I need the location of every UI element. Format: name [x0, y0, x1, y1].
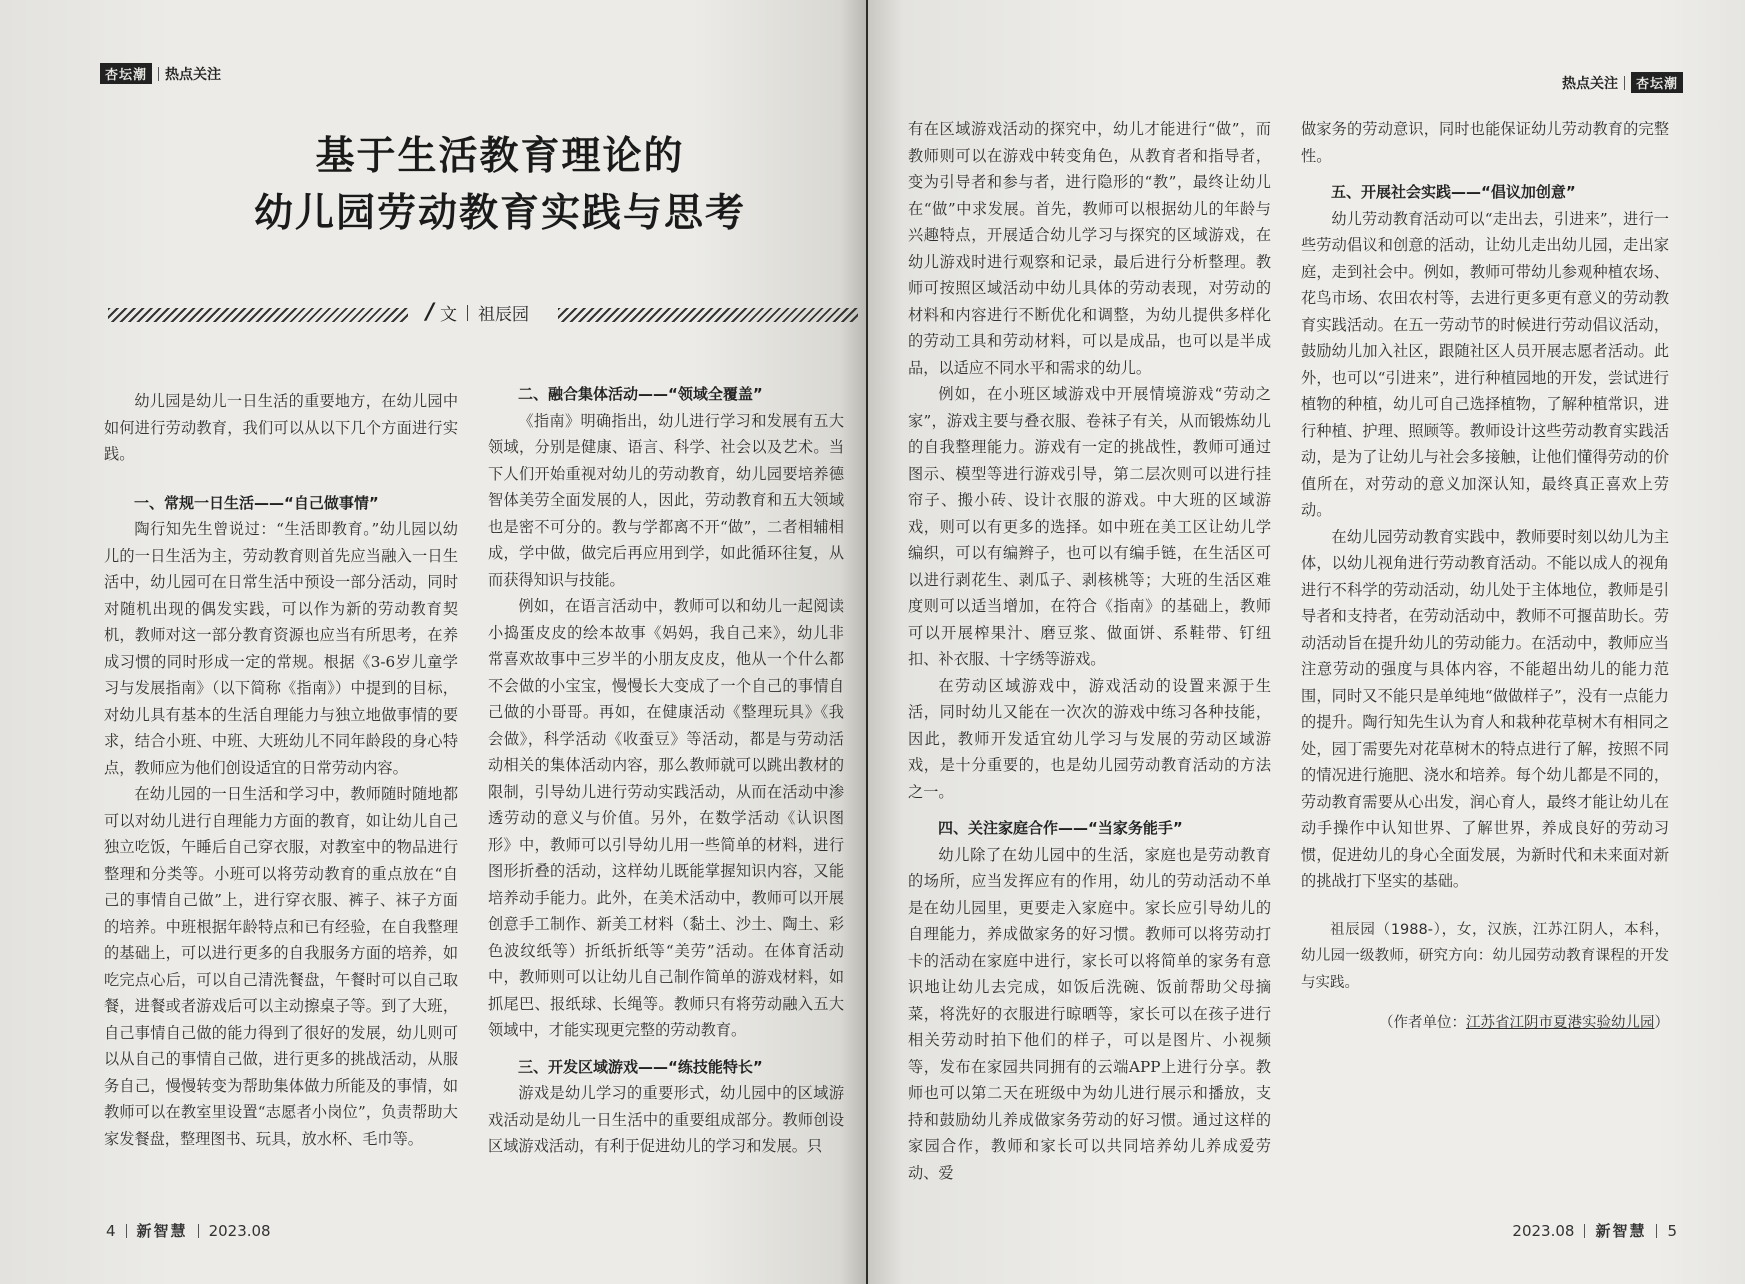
- slash-mark: /: [426, 300, 435, 325]
- section-label: 热点关注: [1561, 75, 1618, 92]
- section-heading-2: 二、融合集体活动——“领域全覆盖”: [518, 385, 763, 403]
- column-logo: 杏坛潮: [1631, 72, 1683, 93]
- article-title-line-2: 幼儿园劳动教育实践与思考: [253, 191, 746, 236]
- decorative-hatch-left: [108, 308, 408, 322]
- paragraph: 陶行知先生曾说过：“生活即教育。”幼儿园以幼儿的一日生活为主，劳动教育则首先应当融入一日生活中，幼儿园可在日常生活中预设一部分活动，同时对随机出现的偶发实践，可以作为新的劳动教育契机，教师对这一部分教育资源也应当有所思考，在养成习惯的同时形成一定的常规。根据《3-6岁儿童学习与发展指南》（以下简称《指南》）中提到的目标，对幼儿具有基本的生活自理能力与独立地做事情的要求，结合小班、中班、大班幼儿不同年龄段的身心特点，教师应为他们创设适宜的日常劳动内容。: [104, 520, 458, 777]
- affiliation-name: 江苏省江阴市夏港实验幼儿园: [1466, 1015, 1655, 1031]
- paragraph: 在幼儿园劳动教育实践中，教师要时刻以幼儿为主体，以幼儿视角进行劳动教育活动。不能以成人的视角进行不科学的劳动活动，幼儿处于主体地位，教师是引导者和支持者，在劳动活动中，教师不可揠苗助长。劳动活动旨在提升幼儿的劳动能力。在活动中，教师应当注意劳动的强度与具体内容，不能超出幼儿的能力范围，同时又不能只是单纯地“做做样子”，没有一点能力的提升。陶行知先生认为育人和栽种花草树木有相同之处，园丁需要先对花草树木的特点进行了解，按照不同的情况进行施肥、浇水和培养。每个幼儿都是不同的，劳动教育需要从心出发，润心育人，最终才能让幼儿在动手操作中认知世界、了解世界，养成良好的劳动习惯，促进幼儿的身心全面发展，为新时代和未来面对新的挑战打下坚实的基础。: [1301, 527, 1669, 890]
- issue-date: 2023.08: [208, 1221, 271, 1240]
- paragraph: 幼儿除了在幼儿园中的生活，家庭也是劳动教育的场所，应当发挥应有的作用，幼儿的劳动活动不单是在幼儿园里，更要走入家庭中。家长应引导幼儿的自理能力，养成做家务的好习惯。教师可以将劳动打卡的活动在家庭中进行，家长可以将简单的家务有意识地让幼儿去完成，如饭后洗碗、饭前帮助父母摘菜，将洗好的衣服进行晾晒等，家长可以在孩子进行相关劳动时拍下他们的样子，可以是图片、小视频等，发布在家园共同拥有的云端APP上进行分享。教师也可以第二天在班级中为幼儿进行展示和播放，支持和鼓励幼儿养成做家务劳动的好习惯。通过这样的家园合作，教师和家长可以共同培养幼儿养成爱劳动、爱: [908, 845, 1271, 1182]
- section-label: 热点关注: [165, 66, 222, 83]
- issue-date: 2023.08: [1512, 1221, 1575, 1240]
- paragraph: 幼儿劳动教育活动可以“走出去，引进来”，进行一些劳动倡议和创意的活动，让幼儿走出幼儿园，走出家庭，走到社会中。例如，教师可带幼儿参观种植农场、花鸟市场、农田农村等，去进行更多更有意义的劳动教育实践活动。在五一劳动节的时候进行劳动倡议活动，鼓励幼儿加入社区，跟随社区人员开展志愿者活动。此外，也可以“引进来”，进行种植园地的开发，尝试进行植物的种植，幼儿可自己选择植物，了解种植常识，进行种植、护理、照顾等。教师设计这些劳动教育实践活动，是为了让幼儿与社会多接触，让他们懂得劳动的价值所在，对劳动的意义加深认知，最终真正喜欢上劳动。: [1301, 209, 1669, 519]
- right-page-folio: [1512, 1220, 1677, 1241]
- magazine-name: 新智慧: [1595, 1222, 1647, 1240]
- magazine-name: 新智慧: [136, 1222, 188, 1240]
- text-column-3: [908, 116, 1271, 1186]
- byline: [108, 298, 858, 330]
- page-number: 4: [106, 1221, 116, 1240]
- paragraph: 例如，在语言活动中，教师可以和幼儿一起阅读小捣蛋皮皮的绘本故事《妈妈，我自己来》，幼儿非常喜欢故事中三岁半的小朋友皮皮，他从一个什么都不会做的小宝宝，慢慢长大变成了一个自己的事情自己做的小哥哥。再如，在健康活动《整理玩具》《我会做》，科学活动《收蚕豆》等活动，都是与劳动活动相关的集体活动内容，那么教师就可以跳出教材的限制，引导幼儿进行劳动实践活动，从而在活动中渗透劳动的意义与价值。另外，在数学活动《认识图形》中，教师可以引导幼儿用一些简单的材料，进行图形折叠的活动，这样幼儿既能掌握知识内容，又能培养动手能力。此外，在美术活动中，教师可以开展创意手工制作、新美工材料（黏土、沙土、陶土、彩色波纹纸等）折纸折纸等“美劳”活动。在体育活动中，教师则可以让幼儿自己制作简单的游戏材料，如抓尾巴、报纸球、长绳等。教师只有将劳动融入五大领域中，才能实现更完整的劳动教育。: [488, 597, 844, 1039]
- article-title-line-1: 基于生活教育理论的: [315, 134, 685, 179]
- byline-divider: [467, 305, 468, 321]
- page-number: 5: [1667, 1221, 1677, 1240]
- section-heading-3: 三、开发区域游戏——“练技能特长”: [518, 1057, 763, 1076]
- paragraph: 《指南》明确指出，幼儿进行学习和发展有五大领域，分别是健康、语言、科学、社会以及艺术。当下人们开始重视对幼儿的劳动教育，幼儿园要培养德智体美劳全面发展的人，因此，劳动教育和五大领域也是密不可分的。教与学都离不开“做”，二者相辅相成，学中做，做完后再应用到学，如此循环往复，从而获得知识与技能。: [488, 411, 844, 589]
- paragraph: 有在区域游戏活动的探究中，幼儿才能进行“做”，而教师则可以在游戏中转变角色，从教育者和指导者，变为引导者和参与者，进行隐形的“教”，最终让幼儿在“做”中求发展。首先，教师可以根据幼儿的年龄与兴趣特点，开展适合幼儿学习与探究的区域游戏，在幼儿游戏时进行观察和记录，最后进行分析整理。教师可按照区域活动中幼儿具体的劳动表现，对劳动的材料和内容进行不断优化和调整，为幼儿提供多样化的劳动工具和劳动材料，可以是成品，也可以是半成品，以适应不同水平和需求的幼儿。: [908, 120, 1271, 377]
- decorative-hatch-right: [558, 308, 858, 322]
- text-column-2: [488, 381, 844, 1160]
- intro-paragraph: 幼儿园是幼儿一日生活的重要地方，在幼儿园中如何进行劳动教育，我们可以从以下几个方面进行实践。: [104, 392, 458, 463]
- affiliation-prefix: （作者单位：: [1379, 1015, 1466, 1031]
- text-column-1: [104, 388, 458, 1152]
- paragraph: 游戏是幼儿学习的重要形式，幼儿园中的区域游戏活动是幼儿一日生活中的重要组成部分。教师创设区域游戏活动，有利于促进幼儿的学习和发展。只: [488, 1084, 844, 1155]
- paragraph: 做家务的劳动意识，同时也能保证幼儿劳动教育的完整性。: [1301, 120, 1669, 165]
- section-heading-5: 五、开展社会实践——“倡议加创意”: [1331, 183, 1576, 201]
- left-page-folio: [106, 1220, 271, 1241]
- left-page: [0, 0, 866, 1284]
- byline-text: [426, 300, 529, 325]
- text-column-4: [1301, 116, 1669, 1037]
- header-divider: [158, 67, 159, 81]
- paragraph: 例如，在小班区域游戏中开展情境游戏“劳动之家”，游戏主要与叠衣服、卷袜子有关，从而锻炼幼儿的自我整理能力。游戏有一定的挑战性，教师可通过图示、模型等进行游戏引导，第二层次则可以进行挂帘子、搬小砖、设计衣服的游戏。中大班的区域游戏，则可以有更多的选择。如中班在美工区让幼儿学编织，可以有编辫子，也可以有编手链，在生活区可以进行剥花生、剥瓜子、剥核桃等；大班的生活区难度则可以适当增加，在符合《指南》的基础上，教师可以开展榨果汁、磨豆浆、做面饼、系鞋带、钉纽扣、补衣服、十字绣等游戏。: [908, 385, 1271, 668]
- paragraph: 在幼儿园的一日生活和学习中，教师随时随地都可以对幼儿进行自理能力方面的教育，如让幼儿自己独立吃饭，午睡后自己穿衣服，对教室中的物品进行整理和分类等。小班可以将劳动教育的重点放在“自己的事情自己做”上，进行穿衣服、裤子、袜子方面的培养。中班根据年龄特点和已有经验，在自我整理的基础上，可以进行更多的自我服务方面的培养，如吃完点心后，可以自己清洗餐盘，午餐时可以自己取餐，进餐或者游戏后可以主动擦桌子等。到了大班，自己事情自己做的能力得到了很好的发展，幼儿则可以从自己的事情自己做，进行更多的挑战活动，从服务自己，慢慢转变为帮助集体做力所能及的事情，如教师可以在教室里设置“志愿者小岗位”，负责帮助大家发餐盘，整理图书、玩具，放水杯、毛巾等。: [104, 785, 458, 1148]
- byline-prefix: 文: [440, 305, 458, 325]
- author-name: 祖辰园: [478, 305, 530, 325]
- column-logo: 杏坛潮: [100, 63, 152, 84]
- section-heading-1: 一、常规一日生活——“自己做事情”: [134, 493, 379, 512]
- author-bio: 祖辰园（1988-），女，汉族，江苏江阴人，本科，幼儿园一级教师，研究方向：幼儿园劳动教育课程的开发与实践。: [1301, 921, 1669, 991]
- header-divider: [1624, 76, 1625, 90]
- affiliation-suffix: ）: [1654, 1015, 1669, 1031]
- right-page-header: [1562, 72, 1683, 93]
- section-heading-4: 四、关注家庭合作——“当家务能手”: [938, 819, 1183, 837]
- right-page: [868, 0, 1745, 1284]
- author-affiliation: [1301, 1010, 1669, 1037]
- left-page-header: [100, 63, 221, 84]
- paragraph: 在劳动区域游戏中，游戏活动的设置来源于生活，同时幼儿又能在一次次的游戏中练习各种技能，因此，教师开发适宜幼儿学习与发展的劳动区域游戏，是十分重要的，也是幼儿园劳动教育活动的方法之一。: [908, 676, 1271, 801]
